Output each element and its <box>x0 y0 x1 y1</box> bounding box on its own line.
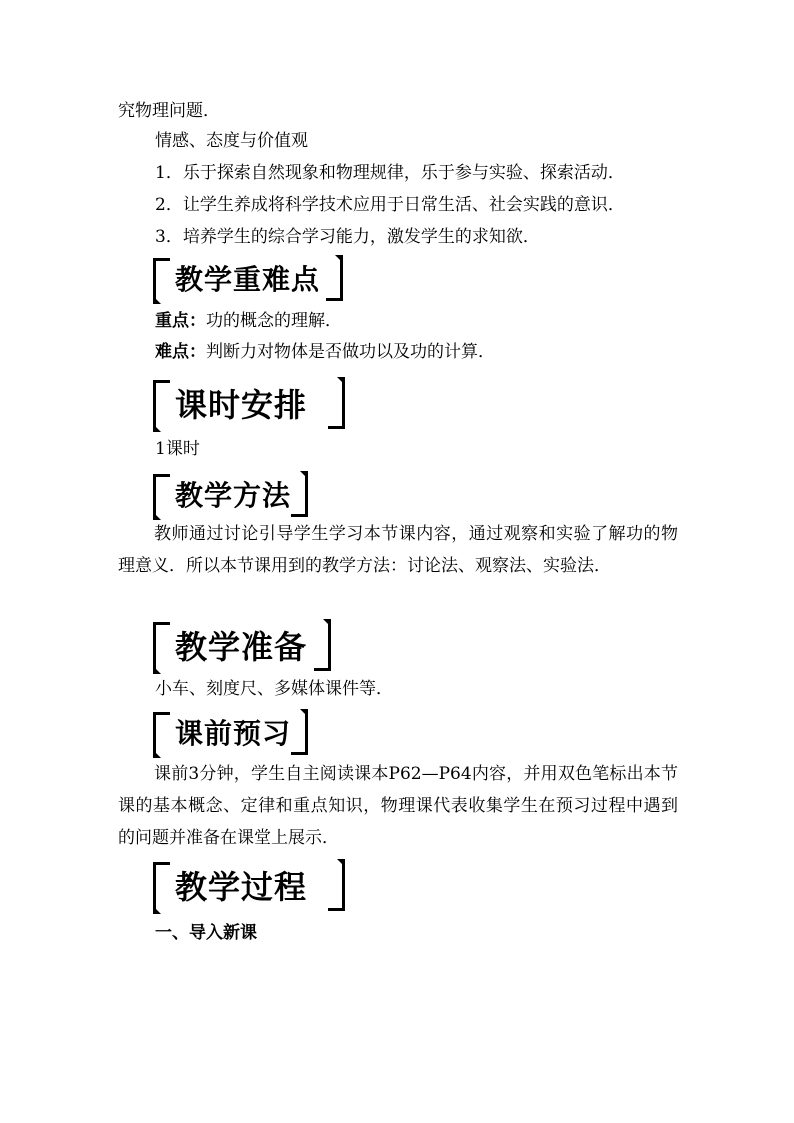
section-heading-process <box>153 862 345 908</box>
section-title: 课前预习 <box>175 717 292 750</box>
section-title: 教学准备 <box>175 628 308 666</box>
schedule-text: 1课时 <box>155 439 200 459</box>
difficulty-line <box>155 341 495 363</box>
preview-paragraph: 课前3分钟，学生自主阅读课本P62—P64内容，并用双色笔标出本节课的基本概念、定律和重点知识，物理课代表收集学生在预习过程中遇到的问题并准备在课堂上展示． <box>118 764 678 848</box>
right-bracket-ornament <box>291 712 308 755</box>
right-bracket-ornament <box>328 380 345 429</box>
section-heading-methods <box>153 474 308 514</box>
left-bracket-ornament <box>153 712 170 755</box>
right-bracket-ornament <box>314 622 331 671</box>
values-item-3: 3．培养学生的综合学习能力，激发学生的求知欲． <box>155 227 540 247</box>
left-bracket-ornament <box>153 258 170 301</box>
section-title: 教学过程 <box>175 868 308 906</box>
section-title: 教学方法 <box>175 479 292 512</box>
intro-tail-text: 究物理问题． <box>118 101 220 121</box>
section-heading-schedule <box>153 380 345 426</box>
key-point-line <box>155 310 342 332</box>
section-heading-key-points <box>153 258 343 298</box>
key-point-text: 功的概念的理解． <box>206 311 342 331</box>
preparation-text: 小车、刻度尺、多媒体课件等． <box>155 679 393 699</box>
left-bracket-ornament <box>153 862 170 911</box>
values-item-2: 2．让学生养成将科学技术应用于日常生活、社会实践的意识． <box>155 195 625 215</box>
values-heading: 情感、态度与价值观 <box>155 131 308 151</box>
difficulty-text: 判断力对物体是否做功以及功的计算． <box>206 342 495 362</box>
values-item-1: 1．乐于探索自然现象和物理规律，乐于参与实验、探索活动． <box>155 163 625 183</box>
right-bracket-ornament <box>326 258 343 301</box>
difficulty-label: 难点： <box>155 342 206 362</box>
process-step-1: 一、导入新课 <box>155 923 257 943</box>
key-point-label: 重点： <box>155 311 206 331</box>
section-heading-preview <box>153 712 308 752</box>
left-bracket-ornament <box>153 380 170 429</box>
left-bracket-ornament <box>153 622 170 671</box>
right-bracket-ornament <box>291 474 308 517</box>
section-title: 教学重难点 <box>175 263 321 296</box>
section-title: 课时安排 <box>175 386 308 424</box>
section-heading-preparation <box>153 622 331 668</box>
left-bracket-ornament <box>153 474 170 517</box>
methods-paragraph: 教师通过讨论引导学生学习本节课内容，通过观察和实验了解功的物理意义．所以本节课用到的教学方法：讨论法、观察法、实验法． <box>118 524 678 576</box>
right-bracket-ornament <box>328 862 345 911</box>
